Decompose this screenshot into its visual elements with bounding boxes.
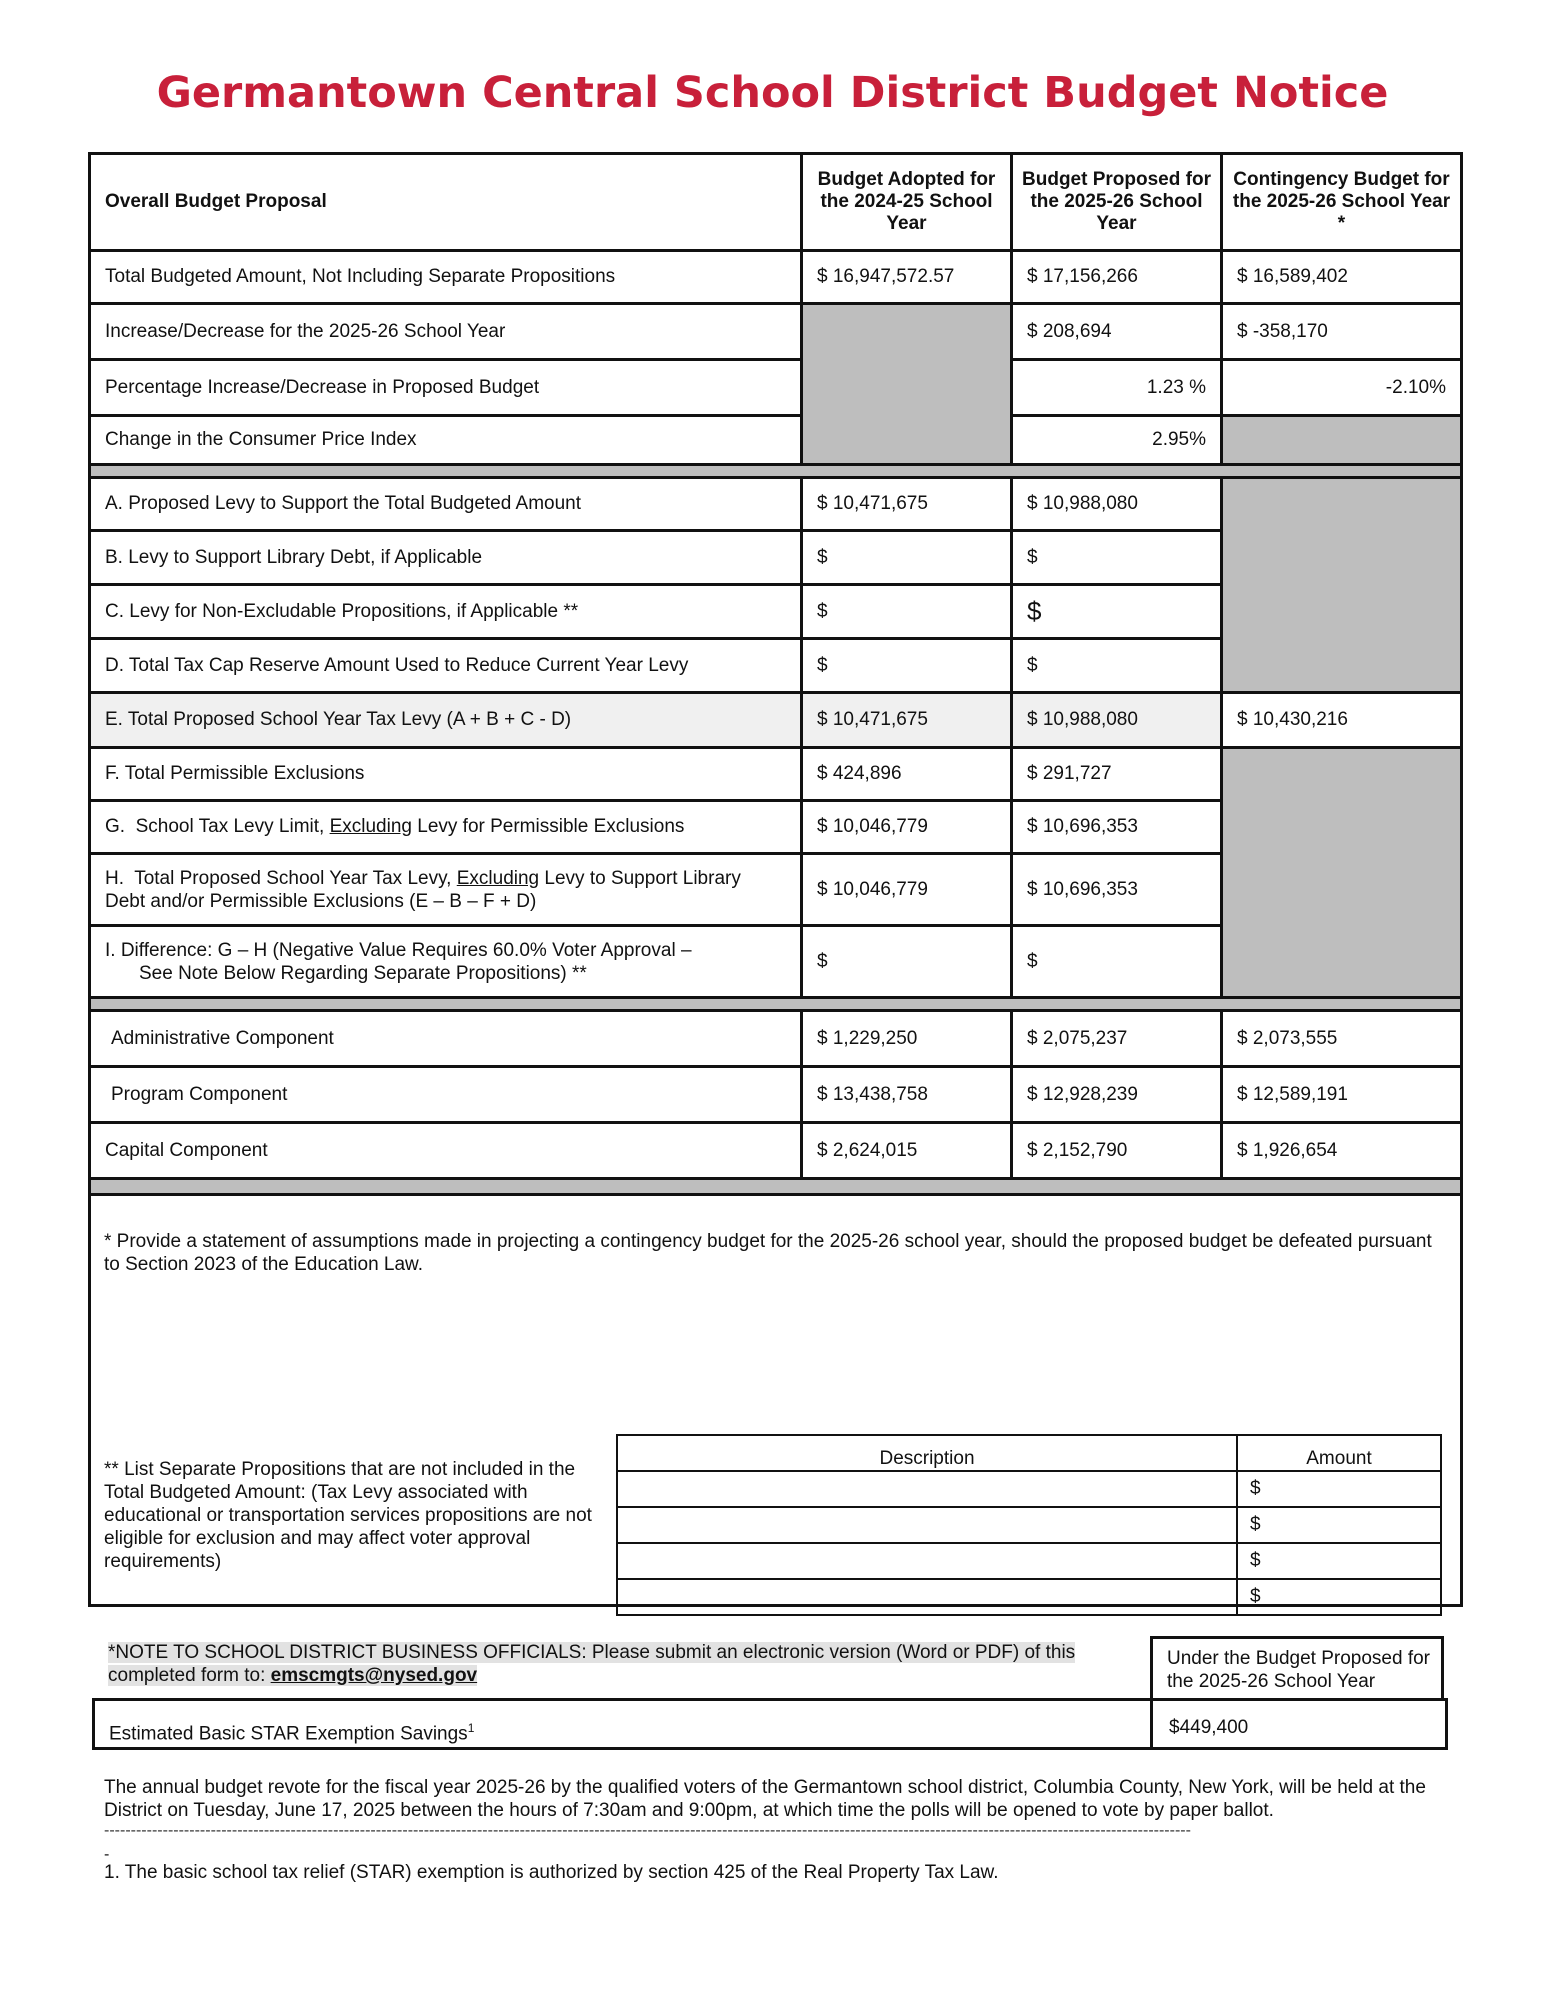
budget-table xyxy=(88,152,1463,1607)
gray-cell xyxy=(1222,416,1462,465)
row-label-part: Levy to Support Library xyxy=(539,867,741,889)
props-description-cell xyxy=(617,1471,1237,1507)
cell-value: $ 1,926,654 xyxy=(1222,1123,1462,1179)
table-row xyxy=(90,1123,1462,1179)
table-row xyxy=(90,693,1462,748)
cell-value: $ 16,947,572.57 xyxy=(802,251,1012,304)
cell-value: $ xyxy=(1012,926,1222,998)
row-label-line2: See Note Below Regarding Separate Propositions) ** xyxy=(139,962,587,984)
cell-value: $ 12,589,191 xyxy=(1222,1067,1462,1123)
star-column-header: Under the Budget Proposed for the 2025-26 School Year xyxy=(1150,1636,1444,1700)
star-divider xyxy=(1150,1698,1153,1750)
assumptions-note: * Provide a statement of assumptions made in projecting a contingency budget for the 2025-26 school year, should the proposed budget be defeated pursuant to Section 2023 of the Education Law. xyxy=(104,1231,1432,1275)
star-footnote: 1. The basic school tax relief (STAR) exemption is authorized by section 425 of the Real Property Tax Law. xyxy=(104,1862,999,1883)
revote-paragraph: The annual budget revote for the fiscal year 2025-26 by the qualified voters of the Germantown school district, Columbia County, New York, will be held at the District on Tuesday, June 17, 2025 between the hours of 7:30am and 9:00pm, at which time the polls will be opened to vote by paper ballot. xyxy=(104,1777,1426,1821)
table-row xyxy=(90,251,1462,304)
spacer xyxy=(90,465,1462,478)
row-label: Change in the Consumer Price Index xyxy=(90,416,802,465)
props-amount-cell: $ xyxy=(1237,1471,1441,1507)
cell-value: $ 2,624,015 xyxy=(802,1123,1012,1179)
business-note-email[interactable]: emscmgts@nysed.gov xyxy=(270,1665,478,1686)
row-label-part: H. Total Proposed School Year Tax Levy, xyxy=(105,867,457,889)
row-label: Administrative Component xyxy=(90,1011,802,1067)
cell-value: $ 10,046,779 xyxy=(802,854,1012,926)
cell-value: $ 424,896 xyxy=(802,748,1012,801)
business-note-text: *NOTE TO SCHOOL DISTRICT BUSINESS OFFICIALS: Please submit an electronic version (Word or PDF) of this completed form to: xyxy=(108,1642,1076,1686)
star-footnote-marker: 1 xyxy=(467,1721,475,1735)
cell-value: $ xyxy=(802,926,1012,998)
star-label-text: Estimated Basic STAR Exemption Savings xyxy=(109,1723,468,1745)
cell-value: $ -358,170 xyxy=(1222,304,1462,360)
business-officials-note xyxy=(108,1641,1128,1687)
props-description-cell xyxy=(617,1579,1237,1615)
star-value: $449,400 xyxy=(1169,1717,1249,1738)
propositions-note: ** List Separate Propositions that are not included in the Total Budgeted Amount: (Tax Levy associated with educational or transportation services propositions are not eligible for exclusion and may affect voter approval requirements) xyxy=(104,1459,592,1572)
props-description-cell xyxy=(617,1507,1237,1543)
table-row xyxy=(90,748,1462,801)
cell-value: $ xyxy=(802,639,1012,693)
cell-value: $ xyxy=(1012,639,1222,693)
props-header-row xyxy=(617,1435,1441,1471)
propositions-table xyxy=(616,1434,1442,1616)
cell-value: $ 2,152,790 xyxy=(1012,1123,1222,1179)
row-label: Increase/Decrease for the 2025-26 School Year xyxy=(90,304,802,360)
row-label-part: Levy for Permissible Exclusions xyxy=(411,816,685,837)
props-row xyxy=(617,1543,1441,1579)
table-row xyxy=(90,416,1462,465)
star-label xyxy=(109,1721,474,1745)
star-savings-row xyxy=(92,1698,1448,1750)
spacer-row xyxy=(90,998,1462,1011)
cell-value: $ 2,075,237 xyxy=(1012,1011,1222,1067)
header-proposed: Budget Proposed for the 2025-26 School Year xyxy=(1012,154,1222,251)
header-adopted: Budget Adopted for the 2024-25 School Year xyxy=(802,154,1012,251)
cell-value: $ 10,430,216 xyxy=(1222,693,1462,748)
row-label: F. Total Permissible Exclusions xyxy=(90,748,802,801)
table-row xyxy=(90,304,1462,360)
cell-value: $ xyxy=(802,531,1012,585)
spacer xyxy=(90,1179,1462,1195)
cell-value: $ 10,696,353 xyxy=(1012,801,1222,854)
row-label: Percentage Increase/Decrease in Proposed Budget xyxy=(90,360,802,416)
row-label xyxy=(90,801,802,854)
props-description-header: Description xyxy=(617,1435,1237,1471)
row-label xyxy=(90,854,802,926)
gray-cell xyxy=(802,304,1012,465)
spacer xyxy=(90,998,1462,1011)
spacer-row xyxy=(90,465,1462,478)
cell-value: $ 10,988,080 xyxy=(1012,693,1222,748)
row-label: D. Total Tax Cap Reserve Amount Used to Reduce Current Year Levy xyxy=(90,639,802,693)
props-amount-cell: $ xyxy=(1237,1543,1441,1579)
cell-value: $ 16,589,402 xyxy=(1222,251,1462,304)
page-title: Germantown Central School District Budget Notice xyxy=(156,68,1389,118)
spacer-row xyxy=(90,1179,1462,1195)
row-label: Total Budgeted Amount, Not Including Separate Propositions xyxy=(90,251,802,304)
cell-value: $ 10,046,779 xyxy=(802,801,1012,854)
table-row xyxy=(90,360,1462,416)
cell-value: $ 12,928,239 xyxy=(1012,1067,1222,1123)
cell-value: 1.23 % xyxy=(1012,360,1222,416)
cell-value: $ xyxy=(1012,585,1222,639)
row-label-underline: Excluding xyxy=(329,816,412,837)
props-row xyxy=(617,1579,1441,1615)
row-label-part: G. School Tax Levy Limit, xyxy=(105,816,330,837)
row-label-line2: Debt and/or Permissible Exclusions (E – B – F + D) xyxy=(105,890,537,912)
cell-value: $ 1,229,250 xyxy=(802,1011,1012,1067)
table-row xyxy=(90,478,1462,531)
row-label: Program Component xyxy=(90,1067,802,1123)
cell-value: $ 10,988,080 xyxy=(1012,478,1222,531)
row-label xyxy=(90,926,802,998)
props-description-cell xyxy=(617,1543,1237,1579)
table-row xyxy=(90,1067,1462,1123)
row-label-underline: Excluding xyxy=(456,867,540,889)
props-amount-cell: $ xyxy=(1237,1579,1441,1615)
row-label: B. Levy to Support Library Debt, if Applicable xyxy=(90,531,802,585)
cell-value: $ 17,156,266 xyxy=(1012,251,1222,304)
header-contingency: Contingency Budget for the 2025-26 School Year * xyxy=(1222,154,1462,251)
gray-cell xyxy=(1222,748,1462,998)
row-label: Capital Component xyxy=(90,1123,802,1179)
cell-value: $ 10,471,675 xyxy=(802,693,1012,748)
table-row xyxy=(90,1011,1462,1067)
cell-value: -2.10% xyxy=(1222,360,1462,416)
cell-value: $ 13,438,758 xyxy=(802,1067,1012,1123)
dashed-separator: ------------------------------------------------------------------------------------------------------------------------------------------------------------------------------------------------------------ xyxy=(104,1822,1191,1839)
cell-value: $ 10,696,353 xyxy=(1012,854,1222,926)
cell-value: $ 10,471,675 xyxy=(802,478,1012,531)
cell-value: $ 291,727 xyxy=(1012,748,1222,801)
props-amount-cell: $ xyxy=(1237,1507,1441,1543)
cell-value: $ 2,073,555 xyxy=(1222,1011,1462,1067)
props-row xyxy=(617,1507,1441,1543)
gray-cell xyxy=(1222,478,1462,693)
row-label: C. Levy for Non-Excludable Propositions, if Applicable ** xyxy=(90,585,802,639)
props-row xyxy=(617,1471,1441,1507)
cell-value: $ xyxy=(802,585,1012,639)
header-row xyxy=(90,154,1462,251)
cell-value: $ xyxy=(1012,531,1222,585)
props-amount-header: Amount xyxy=(1237,1435,1441,1471)
row-label-line1: I. Difference: G – H (Negative Value Requires 60.0% Voter Approval – xyxy=(105,939,692,961)
row-label: E. Total Proposed School Year Tax Levy (A + B + C - D) xyxy=(90,693,802,748)
row-label: A. Proposed Levy to Support the Total Budgeted Amount xyxy=(90,478,802,531)
dash-fragment: - xyxy=(104,1846,110,1863)
cell-value: $ 208,694 xyxy=(1012,304,1222,360)
header-label: Overall Budget Proposal xyxy=(90,154,802,251)
cell-value: 2.95% xyxy=(1012,416,1222,465)
